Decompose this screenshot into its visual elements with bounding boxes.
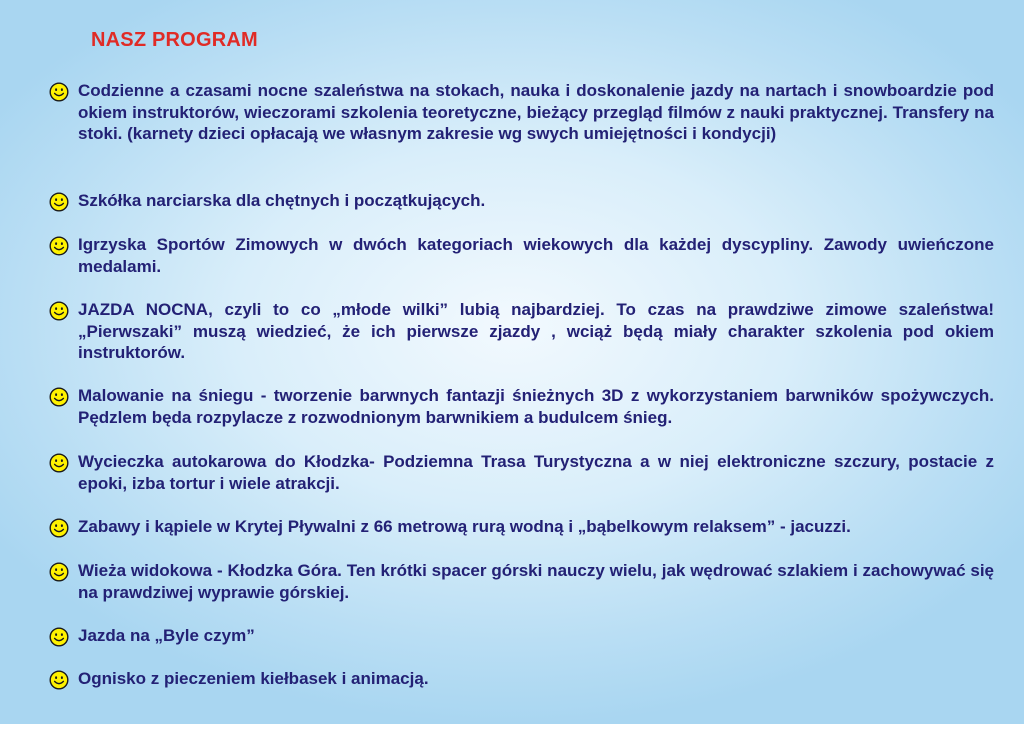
smiley-icon — [49, 627, 69, 647]
page-title: NASZ PROGRAM — [91, 29, 258, 51]
item-text: Codzienne a czasami nocne szaleństwa na stokach, nauka i doskonalenie jazdy na nartach i snowboardzie pod okiem instruktorów, wieczorami szkolenia teoretyczne, bieżący przegląd filmów z nauki praktycznej. Transfery na stoki. (karnety dzieci opłacają we własnym zakresie wg swych umiejętności i kondycji) — [78, 81, 994, 143]
list-item — [49, 234, 994, 277]
item-text: Jazda na „Byle czym” — [78, 626, 255, 645]
item-text: Zabawy i kąpiele w Krytej Pływalni z 66 metrową rurą wodną i „bąbelkowym relaksem” - jacuzzi. — [78, 517, 851, 536]
smiley-icon — [49, 562, 69, 582]
item-text: Wycieczka autokarowa do Kłodzka- Podziemna Trasa Turystyczna a w niej elektroniczne szczury, postacie z epoki, izba tortur i wiele atrakcji. — [78, 452, 994, 493]
item-text: Szkółka narciarska dla chętnych i początkujących. — [78, 191, 486, 210]
item-text: Malowanie na śniegu - tworzenie barwnych fantazji śnieżnych 3D z wykorzystaniem barwników spożywczych. Pędzlem będa rozpylacze z rozwodnionym barwnikiem a budulcem śnieg. — [78, 386, 994, 427]
smiley-icon — [49, 387, 69, 407]
bottom-strip — [0, 724, 1024, 754]
list-item — [49, 299, 994, 364]
item-text: Igrzyska Sportów Zimowych w dwóch kategoriach wiekowych dla każdej dyscypliny. Zawody uwieńczone medalami. — [78, 235, 994, 276]
smiley-icon — [49, 301, 69, 321]
list-item — [49, 560, 994, 603]
list-item — [49, 451, 994, 494]
smiley-icon — [49, 670, 69, 690]
item-text: Ognisko z pieczeniem kiełbasek i animacją. — [78, 669, 429, 688]
list-item — [49, 668, 994, 690]
list-item — [49, 516, 994, 538]
list-item — [49, 625, 994, 647]
list-item — [49, 190, 994, 212]
smiley-icon — [49, 236, 69, 256]
smiley-icon — [49, 192, 69, 212]
smiley-icon — [49, 453, 69, 473]
smiley-icon — [49, 82, 69, 102]
item-text: Wieża widokowa - Kłodzka Góra. Ten krótki spacer górski nauczy wielu, jak wędrować szlakiem i zachowywać się na prawdziwej wyprawie górskiej. — [78, 561, 994, 602]
item-text: JAZDA NOCNA, czyli to co „młode wilki” lubią najbardziej. To czas na prawdziwe zimowe szaleństwa! „Pierwszaki” muszą wiedzieć, że ich pierwsze zjazdy , wciąż będą miały charakter szkolenia pod okiem instruktorów. — [78, 300, 994, 362]
smiley-icon — [49, 518, 69, 538]
list-item — [49, 80, 994, 145]
list-item — [49, 385, 994, 428]
